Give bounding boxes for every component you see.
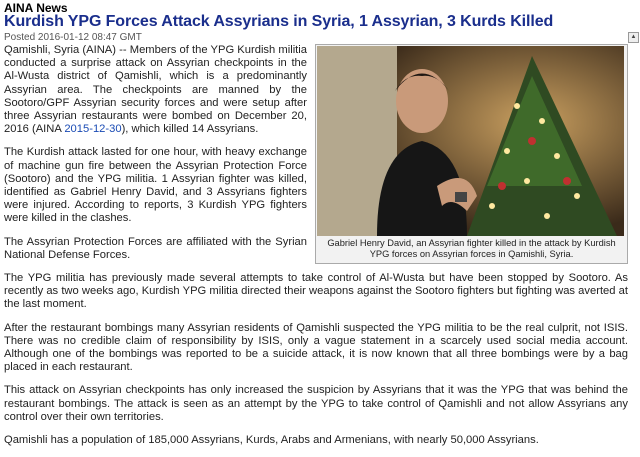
paragraph: The YPG militia has previously made several attempts to take control of Al-Wusta but have been stopped by Sootoro. As recently as two weeks ago, Kurdish YPG militia directed their weapons against the Sootoro fighters but fighting was averted at the last moment. — [4, 272, 628, 311]
paragraph-text: ), which killed 14 Assyrians. — [121, 123, 259, 136]
paragraph: This attack on Assyrian checkpoints has only increased the suspicion by Assyrians that it was the YPG that was behind the restaurant bombings. The attack is seen as an attempt by the YPG to take control of Qamishli and not allow Assyrians any control over their own territories. — [4, 384, 628, 423]
paragraph: Qamishli has a population of 185,000 Assyrians, Kurds, Arabs and Armenians, with nearly 50,000 Assyrians. — [4, 434, 539, 447]
photo-caption: Gabriel Henry David, an Assyrian fighter killed in the attack by Kurdish YPG forces on Assyrian forces in Qamishli, Syria. — [327, 238, 616, 259]
photo-figure — [315, 44, 628, 264]
site-name: AINA News — [4, 1, 68, 15]
fighter-photo — [317, 46, 624, 236]
paragraph: The Assyrian Protection Forces are affiliated with the Syrian National Defense Forces. — [4, 235, 307, 261]
paragraph-text: Qamishli, Syria (AINA) -- Members of the YPG Kurdish militia conducted a surprise attack on Assyrian checkpoints in the Al-Wusta district of Qamishli, which is a predominantly Assyrian area. The checkpoints are manned by the Sootoro/GPF Assyrian security forces and were setup after three Assyrian restaurants were bombed on December 20, 2016 (AINA — [4, 44, 307, 136]
posted-date: Posted 2016-01-12 08:47 GMT — [4, 32, 142, 43]
scroll-up-icon[interactable]: ▲ — [628, 32, 639, 43]
article-body — [4, 44, 628, 457]
paragraph: After the restaurant bombings many Assyrian residents of Qamishli suspected the YPG militia to be the real culprit, not ISIS. There was no credible claim of responsibility by ISIS, only a vague statement in a scarcely used social media account. Although one of the bombings was reported to be a suicide attack, it is now known that all three bombings were by a bag placed in each restaurant. — [4, 321, 628, 374]
article-link[interactable]: 2015-12-30 — [64, 123, 122, 136]
paragraph: The Kurdish attack lasted for one hour, with heavy exchange of machine gun fire between the Assyrian Protection Force (Sootoro) and the YPG militia. 1 Assyrian fighter was killed, identified as Gabriel Henry David, and 3 Assyrians fighters were injured. According to reports, 3 Kurdish YPG fighters were killed in the clashes. — [4, 146, 307, 225]
article-title: Kurdish YPG Forces Attack Assyrians in Syria, 1 Assyrian, 3 Kurds Killed — [4, 13, 554, 30]
